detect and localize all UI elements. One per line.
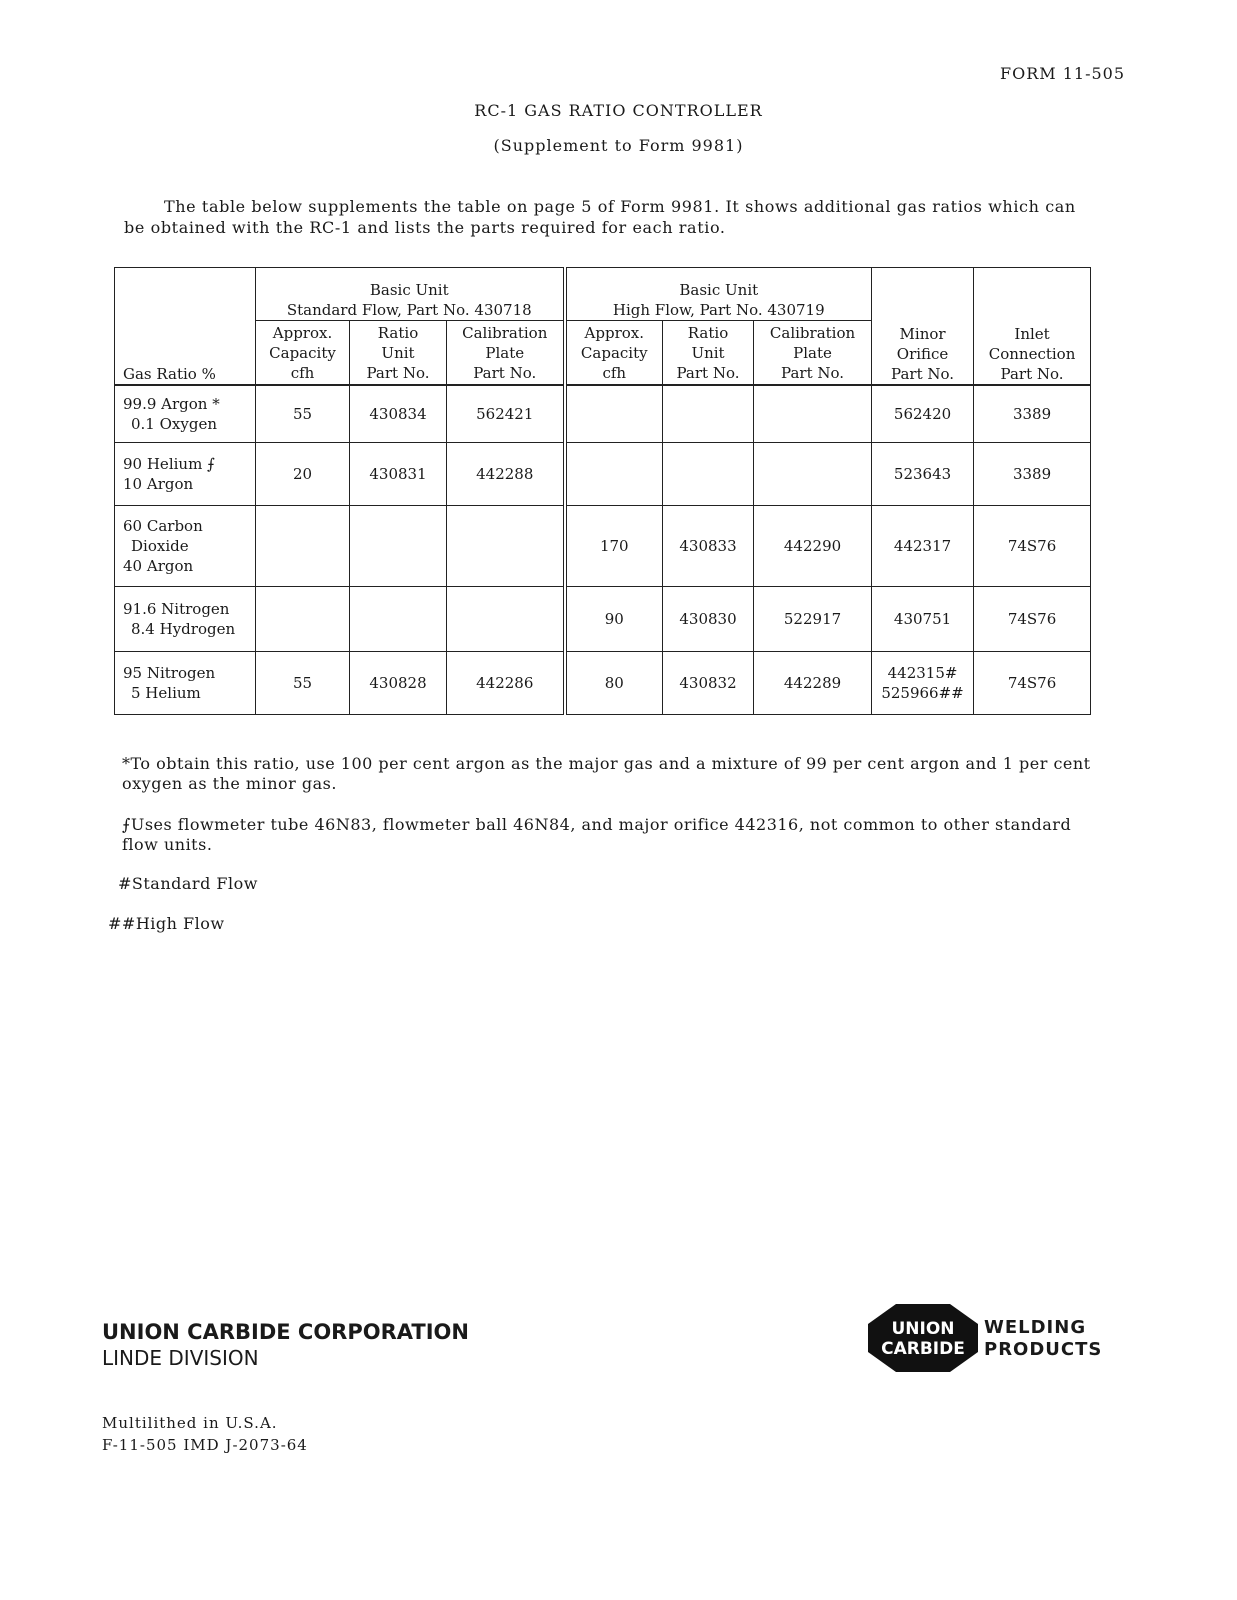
document-title: RC-1 GAS RATIO CONTROLLER bbox=[474, 101, 763, 120]
gas-ratio-parts-table bbox=[114, 267, 1091, 715]
high-ratio-unit-cell bbox=[663, 385, 754, 442]
gas-ratio-header: Gas Ratio % bbox=[115, 268, 256, 386]
high-ratio-unit-cell: 430832 bbox=[663, 651, 754, 714]
std-capacity-cell: 55 bbox=[256, 385, 350, 442]
std-capacity-cell bbox=[256, 505, 350, 586]
std-calibration-cell: 562421 bbox=[447, 385, 565, 442]
std-ratio-unit-cell: 430831 bbox=[350, 442, 447, 505]
intro-paragraph: The table below supplements the table on page 5 of Form 9981. It shows additional gas ratios which can be obtained with the RC-1 and lists the parts required for each ratio. bbox=[124, 197, 1076, 237]
minor-orifice-cell: 430751 bbox=[872, 586, 974, 651]
std-calibration-cell: 442288 bbox=[447, 442, 565, 505]
std-ratio-unit-cell bbox=[350, 586, 447, 651]
high-calibration-cell bbox=[754, 442, 872, 505]
minor-orifice-cell: 523643 bbox=[872, 442, 974, 505]
std-capacity-cell: 55 bbox=[256, 651, 350, 714]
table-row bbox=[115, 385, 1091, 442]
high-capacity-cell bbox=[565, 442, 663, 505]
standard-flow-group-header: Basic Unit Standard Flow, Part No. 430718 bbox=[256, 268, 565, 321]
high-calibration-header: Calibration Plate Part No. bbox=[754, 320, 872, 385]
high-capacity-cell bbox=[565, 385, 663, 442]
minor-orifice-cell: 442315# 525966## bbox=[872, 651, 974, 714]
std-calibration-cell bbox=[447, 586, 565, 651]
footnote-standard-flow: #Standard Flow bbox=[118, 874, 258, 893]
gas-ratio-cell: 60 Carbon Dioxide 40 Argon bbox=[115, 505, 256, 586]
gas-ratio-cell: 91.6 Nitrogen 8.4 Hydrogen bbox=[115, 586, 256, 651]
logo-text-line-2: CARBIDE bbox=[881, 1339, 965, 1359]
print-info: Multilithed in U.S.A. F-11-505 IMD J-2073-64 bbox=[102, 1414, 308, 1454]
std-ratio-unit-cell: 430828 bbox=[350, 651, 447, 714]
gas-ratio-cell: 90 Helium ⨍ 10 Argon bbox=[115, 442, 256, 505]
high-calibration-cell bbox=[754, 385, 872, 442]
table-row bbox=[115, 586, 1091, 651]
gas-ratio-cell: 95 Nitrogen 5 Helium bbox=[115, 651, 256, 714]
inlet-connection-header: Inlet Connection Part No. bbox=[974, 268, 1091, 386]
inlet-connection-cell: 74S76 bbox=[974, 651, 1091, 714]
high-flow-group-header: Basic Unit High Flow, Part No. 430719 bbox=[565, 268, 872, 321]
company-name: UNION CARBIDE CORPORATION bbox=[102, 1320, 469, 1344]
std-capacity-cell bbox=[256, 586, 350, 651]
inlet-connection-cell: 3389 bbox=[974, 442, 1091, 505]
high-calibration-cell: 522917 bbox=[754, 586, 872, 651]
footnote-high-flow: ##High Flow bbox=[108, 914, 225, 933]
high-ratio-unit-cell bbox=[663, 442, 754, 505]
minor-orifice-header: Minor Orifice Part No. bbox=[872, 268, 974, 386]
high-capacity-header: Approx. Capacity cfh bbox=[565, 320, 663, 385]
division-name: LINDE DIVISION bbox=[102, 1346, 259, 1370]
std-ratio-unit-header: Ratio Unit Part No. bbox=[350, 320, 447, 385]
footnote-helium: ⨍Uses flowmeter tube 46N83, flowmeter ball 46N84, and major orifice 442316, not common to other standard flow units. bbox=[122, 815, 1072, 854]
std-calibration-cell: 442286 bbox=[447, 651, 565, 714]
welding-products-label: WELDING PRODUCTS bbox=[984, 1317, 1103, 1360]
minor-orifice-cell: 562420 bbox=[872, 385, 974, 442]
std-calibration-cell bbox=[447, 505, 565, 586]
document-subtitle: (Supplement to Form 9981) bbox=[493, 136, 744, 155]
high-capacity-cell: 170 bbox=[565, 505, 663, 586]
inlet-connection-cell: 3389 bbox=[974, 385, 1091, 442]
std-capacity-header: Approx. Capacity cfh bbox=[256, 320, 350, 385]
high-capacity-cell: 80 bbox=[565, 651, 663, 714]
inlet-connection-cell: 74S76 bbox=[974, 505, 1091, 586]
gas-ratio-cell: 99.9 Argon * 0.1 Oxygen bbox=[115, 385, 256, 442]
table-row bbox=[115, 442, 1091, 505]
std-ratio-unit-cell bbox=[350, 505, 447, 586]
table-row bbox=[115, 651, 1091, 714]
logo-text-line-1: UNION bbox=[891, 1319, 955, 1339]
minor-orifice-cell: 442317 bbox=[872, 505, 974, 586]
high-capacity-cell: 90 bbox=[565, 586, 663, 651]
std-capacity-cell: 20 bbox=[256, 442, 350, 505]
high-ratio-unit-cell: 430830 bbox=[663, 586, 754, 651]
high-calibration-cell: 442289 bbox=[754, 651, 872, 714]
form-number: FORM 11-505 bbox=[1000, 64, 1126, 83]
union-carbide-logo bbox=[868, 1304, 978, 1372]
high-calibration-cell: 442290 bbox=[754, 505, 872, 586]
std-ratio-unit-cell: 430834 bbox=[350, 385, 447, 442]
footnote-argon: *To obtain this ratio, use 100 per cent argon as the major gas and a mixture of 99 per cent argon and 1 per cent oxygen as the minor gas. bbox=[122, 754, 1091, 793]
high-ratio-unit-cell: 430833 bbox=[663, 505, 754, 586]
std-calibration-header: Calibration Plate Part No. bbox=[447, 320, 565, 385]
high-ratio-unit-header: Ratio Unit Part No. bbox=[663, 320, 754, 385]
inlet-connection-cell: 74S76 bbox=[974, 586, 1091, 651]
table-row bbox=[115, 505, 1091, 586]
